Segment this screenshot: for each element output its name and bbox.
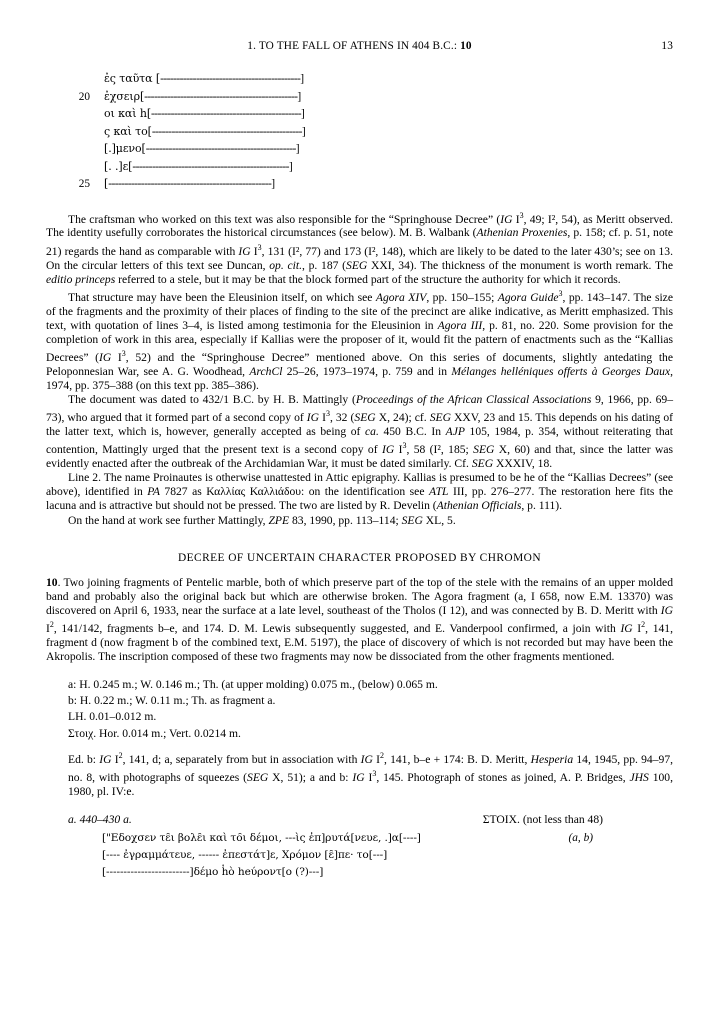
measurement-line: b: H. 0.22 m.; W. 0.11 m.; Th. as fragment a. [68, 694, 276, 708]
greek-text-line [102, 830, 673, 847]
measurement-line: Στοιχ. Hor. 0.014 m.; Vert. 0.0214 m. [68, 726, 241, 740]
text-date-row [46, 813, 673, 826]
greek-text-line-content: [------------------------]δέμο h̔ὸ heύροντ[ο (?)---] [102, 865, 324, 878]
greek-text-block [46, 830, 673, 881]
inscription-line [46, 107, 673, 125]
line-text [104, 177, 275, 190]
greek-text-line [102, 847, 673, 864]
fragment-label: (a, b) [568, 831, 593, 844]
line-close: ] [301, 107, 305, 120]
line-dashes: ------------------------------------------------ [132, 159, 289, 173]
line-close: ] [271, 177, 276, 190]
greek-text-line-content: ["Εδοχσεν τε̑ι βολε̑ι καὶ το̑ι δέμοι, ---ὶς ἐπ]ρυτά[νευε, .]α[----] [102, 831, 421, 844]
inscription-line [46, 125, 673, 143]
stoichedon-note: ΣΤΟΙΧ. (not less than 48) [482, 812, 603, 826]
inscription-block [46, 72, 673, 195]
folio-number: 13 [661, 40, 673, 52]
line-close: ] [288, 159, 293, 173]
greek-text-line-content: [---- ἐγραμμάτευε, ------ ἐπεστάτ]ε, Χρόμον [ε̑]πε· το[---] [102, 848, 388, 861]
inscription-line [46, 72, 673, 90]
line-greek: ἐς ταῦτα [ [104, 72, 161, 85]
inscription-line [46, 177, 673, 195]
line-dashes: ---------------------------------------------- [151, 124, 302, 138]
line-text [104, 107, 305, 120]
line-text [104, 125, 306, 138]
line-dashes: ------------------------------------------- [160, 72, 301, 85]
inscription-line [46, 90, 673, 108]
line-greek: ἐχσειρ[ [104, 89, 145, 103]
running-title-text: 1. TO THE FALL OF ATHENS IN 404 B.C.: [247, 40, 461, 52]
greek-text-line [102, 864, 673, 881]
line-greek: ς καὶ τo[ [104, 124, 152, 138]
line-dashes: ----------------------------------------------- [144, 89, 298, 103]
commentary-paragraph-1: The craftsman who worked on this text was also responsible for the “Springhouse Decree” (IG $I^3$, 49; I², 54), as Meritt observed. The identity usefully corroborates the historical circumstances (see below). M. B. Walbank (Athenian Proxenies, p. 158; cf. p. 51, note 21) regards the hand as comparable with IG $I^3$, 131 (I², 77) and 173 (I², 148), which are likely to be dated to the later 430’s; see on 13. On the circular letters of this text see Duncan, op. cit., p. 187 (SEG XXI, 34). The thickness of the monument is worth remark. The editio princeps referred to a stele, but it may be that the block formed part of the structure the authority for which it records. [46, 210, 673, 286]
edition-paragraph: Ed. b: IG $I^2$, 141, d; a, separately from but in association with IG $I^2$, 141, b–e + 174: B. D. Meritt, Hesperia 14, 1945, pp. 94–97, no. 8, with photographs of squeezes (SEG X, 51); a and b: IG $I^3$, 145. Photograph of stones as joined, A. P. Bridges, JHS 100, 1980, pl. IV:e. [68, 750, 674, 798]
inscription-line [46, 160, 673, 178]
measurement-line: a: H. 0.245 m.; W. 0.146 m.; Th. (at upper molding) 0.075 m., (below) 0.065 m. [68, 678, 438, 692]
measurement-line: LH. 0.01–0.012 m. [68, 710, 157, 724]
line-close: ] [300, 72, 305, 85]
line-close: ] [297, 89, 302, 103]
line-number: 25 [78, 178, 90, 190]
line-greek: [. .]ε[ [104, 159, 133, 173]
running-title [247, 40, 471, 52]
commentary-paragraph-5: On the hand at work see further Mattingly, ZPE 83, 1990, pp. 113–114; SEG XL, 5. [68, 513, 456, 527]
line-text [104, 142, 300, 155]
inscription-line [46, 142, 673, 160]
entry-text: . Two joining fragments of Pentelic marble, both of which preserve part of the top of the stele with the remains of an upper molded band and probably also the original back but which are otherwise broken. The Agora fragment (a, I 658, now E.M. 13370) was discovered on April 6, 1933, near the surface at a late level, southeast of the Tholos (I 12), and was connected by B. D. Meritt with IG $I^2$, 141/142, fragments b–e, and 174. D. M. Lewis subsequently suggested, and E. Vanderpool confirmed, a join with IG $I^2$, 141, fragment d (now fragment b of the combined text, E.M. 5197), the place of discovery of which is not recorded but may have been the Akropolis. The inscription composed of these two fragments may now be dissociated from the other fragments mentioned. [46, 575, 673, 663]
line-dashes: ---------------------------------------------- [145, 142, 296, 155]
line-text [104, 90, 301, 103]
page-header [46, 40, 673, 52]
line-number: 20 [78, 90, 90, 103]
line-greek: οι καὶ h[ [104, 107, 152, 120]
commentary-paragraph-4: Line 2. The name Proinautes is otherwise unattested in Attic epigraphy. Kallias is presumed to be he of the “Kallias Decrees” (see above), identified in PA 7827 as Καλλίας Καλλιάδου: on the identification see ATL III, pp. 276–277. The restoration here fits the lacuna and is attractive but should not be pressed. The two are listed by R. Develin (Athenian Officials, p. 111). [46, 471, 673, 513]
line-dashes: ---------------------------------------------- [151, 107, 302, 120]
section-heading: DECREE OF UNCERTAIN CHARACTER PROPOSED BY CHROMON [177, 551, 542, 564]
text-date: a. 440–430 a. [68, 812, 132, 826]
line-close: ] [301, 124, 306, 138]
line-greek: [.]μενο[ [104, 142, 146, 155]
commentary-paragraph-2: That structure may have been the Eleusinion itself, on which see Agora XIV, pp. 150–155; Agora Guide$^3$, pp. 143–147. The size of the fragments and the proximity of their places of finding to the site of the precinct are alike indicative, as Meritt emphasized. This text, with quotation of lines 3–4, is listed among testimonia for the Eleusinion in Agora III, p. 81, no. 220. Some provision for the completion of work in this area, especially if Kallias were the proposer of it, would fit the pattern of enactments such as the “Kallias Decrees” (IG $I^3$, 52) and the “Springhouse Decree” mentioned above. On this series of documents, slightly antedating the Peloponnesian War, see A. G. Woodhead, ArchCl 25–26, 1973–1974, p. 759 and in Mélanges helléniques offerts à Georges Daux, 1974, pp. 375–388 (on this text pp. 385–386). [46, 288, 673, 392]
running-title-number: 10 [460, 40, 472, 52]
line-close: ] [295, 142, 300, 155]
commentary-paragraph-3: The document was dated to 432/1 B.C. by H. B. Mattingly (Proceedings of the African Classical Associations 9, 1966, pp. 69–73), who argued that it formed part of a second copy of IG $I^3$, 32 (SEG X, 24); cf. SEG XXV, 23 and 15. This depends on his dating of the latter text, which is, however, generally accepted as being of ca. 450 B.C. In AJP 105, 1984, p. 354, without reiterating that contention, Mattingly urged that the present text is a second copy of IG $I^3$, 58 (I², 185; SEG X, 60) and that, since the latter was evidently enacted after the outbreak of the Archidamian War, it must be dated similarly. Cf. SEG XXXIV, 18. [46, 393, 674, 471]
line-greek: [ [104, 177, 109, 190]
entry-paragraph [46, 576, 673, 664]
line-text [104, 160, 293, 173]
entry-number: 10 [46, 575, 58, 589]
line-text [104, 72, 304, 85]
line-dashes: -------------------------------------------------- [108, 177, 272, 190]
